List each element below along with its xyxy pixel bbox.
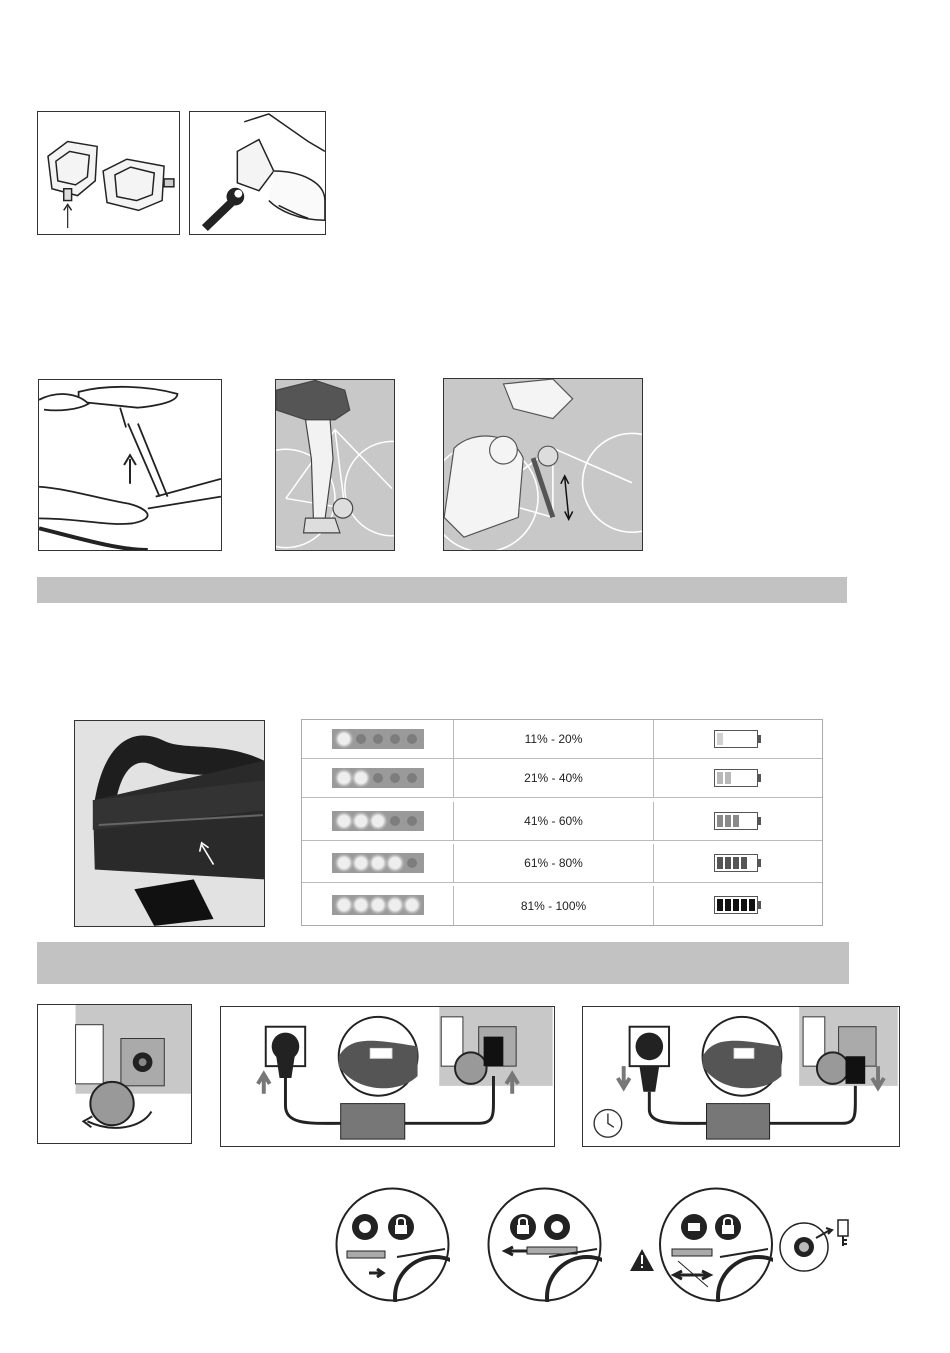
key-icon	[778, 1212, 860, 1274]
led-strip	[332, 895, 424, 915]
battery-cell	[717, 899, 723, 911]
battery-cell	[741, 857, 747, 869]
led-on	[356, 858, 366, 868]
led-on	[339, 858, 349, 868]
led-off	[373, 773, 383, 783]
led-on	[339, 816, 349, 826]
mechanic-adjust-illustration	[443, 378, 643, 551]
lock-step-1-illustration	[335, 1187, 450, 1302]
charging-connect-illustration	[220, 1006, 555, 1147]
led-on	[373, 816, 383, 826]
led-on	[339, 900, 349, 910]
unlock-icon	[544, 1214, 570, 1240]
led-on	[390, 858, 400, 868]
charge-range-label: 61% - 80%	[454, 844, 654, 882]
warning-triangle-icon	[630, 1249, 654, 1271]
lock-step-2-illustration	[487, 1187, 602, 1302]
led-strip	[332, 811, 424, 831]
led-off	[390, 816, 400, 826]
key-insert-illustration	[778, 1212, 860, 1274]
battery-icon	[714, 896, 758, 914]
unlock-icon	[352, 1214, 378, 1240]
led-off	[407, 816, 417, 826]
battery-cell	[717, 857, 723, 869]
lock-warning-illustration	[628, 1187, 773, 1302]
battery-socket-cover-illustration	[37, 1004, 192, 1144]
led-on	[356, 900, 366, 910]
battery-terminal	[758, 901, 761, 909]
battery-cell	[717, 772, 723, 784]
led-on	[339, 773, 349, 783]
led-off	[356, 734, 366, 744]
battery-terminal	[758, 859, 761, 867]
lock-icon	[715, 1214, 741, 1240]
charger-unplug-icon	[583, 1007, 899, 1146]
led-strip	[332, 853, 424, 873]
led-off	[407, 773, 417, 783]
charge-range-label: 21% - 40%	[454, 759, 654, 797]
battery-cell	[733, 899, 739, 911]
battery-terminal	[758, 774, 761, 782]
battery-cell	[717, 815, 723, 827]
led-off	[373, 734, 383, 744]
charge-range-label: 81% - 100%	[454, 886, 654, 925]
led-on	[407, 900, 417, 910]
battery-level-table	[301, 719, 823, 926]
battery-level-row	[302, 759, 822, 798]
charge-range-label: 41% - 60%	[454, 802, 654, 840]
battery-terminal	[758, 817, 761, 825]
battery-icon	[714, 769, 758, 787]
battery-pack-photo	[74, 720, 265, 927]
lock-icon	[510, 1214, 536, 1240]
led-indicator-cell	[302, 802, 454, 840]
battery-icon	[714, 854, 758, 872]
led-on	[339, 734, 349, 744]
battery-cell	[717, 733, 723, 745]
battery-level-row	[302, 886, 822, 925]
led-off	[390, 734, 400, 744]
led-indicator-cell	[302, 886, 454, 925]
led-on	[356, 773, 366, 783]
charging-disconnect-illustration	[582, 1006, 900, 1147]
led-indicator-cell	[302, 720, 454, 758]
mechanic-adjust-icon	[444, 379, 642, 550]
led-strip	[332, 768, 424, 788]
rider-leg-icon	[276, 380, 394, 550]
wrench-icon	[202, 188, 244, 231]
led-on	[390, 900, 400, 910]
battery-cell	[733, 857, 739, 869]
battery-cell	[741, 899, 747, 911]
battery-cell	[749, 899, 755, 911]
battery-gauge-cell	[654, 759, 824, 797]
charge-range-label: 11% - 20%	[454, 720, 654, 758]
battery-cell	[725, 815, 731, 827]
battery-cell	[725, 899, 731, 911]
rider-leg-illustration	[275, 379, 395, 551]
pedal-wrench-illustration	[189, 111, 326, 235]
pedal-pair-icon	[38, 112, 179, 234]
battery-level-row	[302, 802, 822, 841]
battery-gauge-cell	[654, 802, 824, 840]
pedals-illustration	[37, 111, 180, 235]
battery-terminal	[758, 735, 761, 743]
led-on	[373, 858, 383, 868]
led-strip	[332, 729, 424, 749]
battery-cell	[725, 772, 731, 784]
led-indicator-cell	[302, 844, 454, 882]
battery-level-row	[302, 720, 822, 759]
led-on	[356, 816, 366, 826]
led-off	[407, 734, 417, 744]
battery-icon	[714, 812, 758, 830]
battery-gauge-cell	[654, 844, 824, 882]
battery-cell	[733, 815, 739, 827]
charger-plug-icon	[221, 1007, 554, 1146]
led-off	[407, 858, 417, 868]
battery-gauge-cell	[654, 886, 824, 925]
led-off	[390, 773, 400, 783]
lock-icon	[388, 1214, 414, 1240]
battery-cell	[725, 857, 731, 869]
saddle-height-illustration	[38, 379, 222, 551]
section-header-bar	[37, 577, 847, 603]
clock-icon	[594, 1110, 622, 1138]
section-header-bar	[37, 942, 849, 984]
battery-level-row	[302, 844, 822, 883]
led-indicator-cell	[302, 759, 454, 797]
battery-gauge-cell	[654, 720, 824, 758]
battery-icon	[714, 730, 758, 748]
saddle-height-icon	[39, 380, 221, 550]
led-on	[373, 900, 383, 910]
